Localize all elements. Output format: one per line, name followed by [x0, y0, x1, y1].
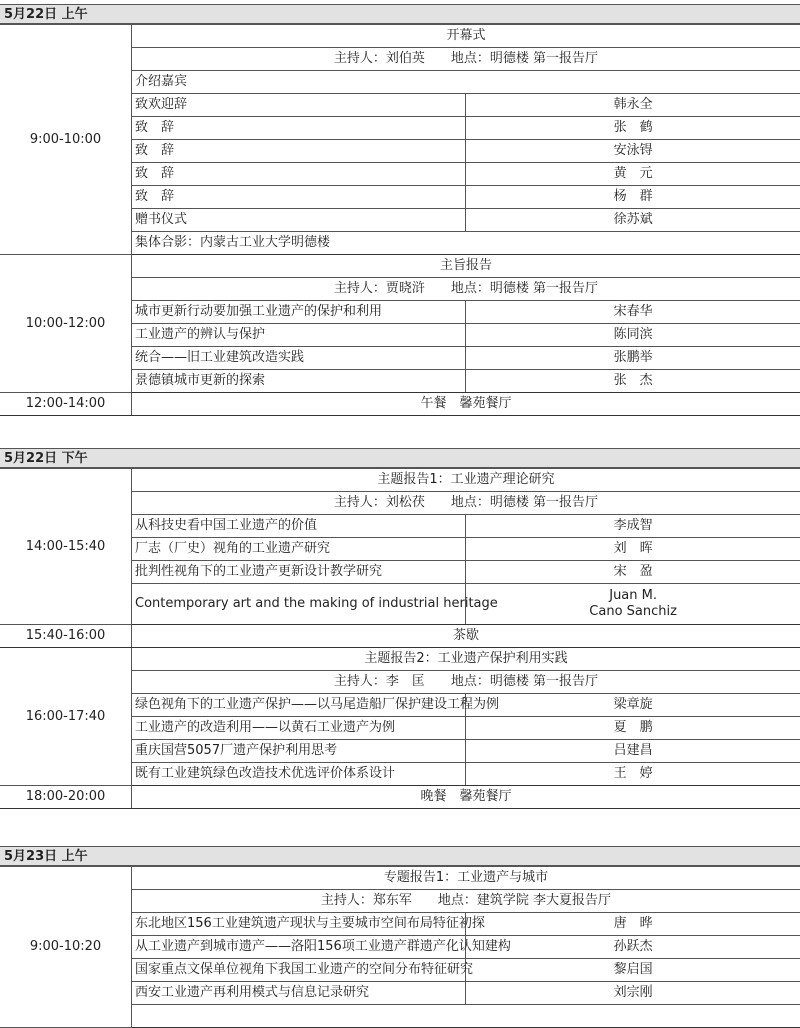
- speaker-name: 徐苏斌: [469, 210, 797, 230]
- talk-speaker: [466, 515, 800, 538]
- session-time: 10:00-12:00: [0, 255, 132, 393]
- break-row: [0, 786, 800, 809]
- day-header: 5月23日 上午: [0, 846, 800, 866]
- talk-title: 致 辞: [132, 163, 466, 186]
- talk-speaker: [466, 370, 800, 393]
- session-title-row: [0, 867, 800, 890]
- talk-title: 批判性视角下的工业遗产更新设计教学研究: [132, 561, 466, 584]
- talk-speaker: [466, 186, 800, 209]
- speaker-name: 张 杰: [469, 371, 797, 391]
- break-row: [0, 625, 800, 648]
- talk-title: 绿色视角下的工业遗产保护——以马尾造船厂保护建设工程为例: [132, 694, 466, 717]
- session-time: 18:00-20:00: [0, 786, 132, 809]
- talk-speaker: [466, 740, 800, 763]
- talk-speaker: [466, 959, 800, 982]
- speaker-name: 杨 群: [469, 187, 797, 207]
- speaker-name: 陈同滨: [469, 325, 797, 345]
- schedule-block-0: [0, 4, 800, 416]
- talk-title: 工业遗产的辨认与保护: [132, 324, 466, 347]
- talk-speaker: [466, 584, 800, 625]
- session-host: 主持人：郑东军 地点：建筑学院 李大夏报告厅: [132, 890, 800, 913]
- talk-title: 从科技史看中国工业遗产的价值: [132, 515, 466, 538]
- speaker-name: 张鹏举: [469, 348, 797, 368]
- talk-speaker: [466, 717, 800, 740]
- session-time: 9:00-10:00: [0, 25, 132, 255]
- speaker-name: 吕建昌: [469, 741, 797, 761]
- talk-title: 从工业遗产到城市遗产——洛阳156项工业遗产群遗产化认知建构: [132, 936, 466, 959]
- talk-speaker: [466, 347, 800, 370]
- speaker-name: 夏 鹏: [469, 718, 797, 738]
- speaker-name: 黎启国: [469, 960, 797, 980]
- talk-title: 介绍嘉宾: [132, 71, 800, 94]
- break-label: 午餐 馨苑餐厅: [132, 393, 800, 416]
- session-host: 主持人：刘伯英 地点：明德楼 第一报告厅: [132, 48, 800, 71]
- speaker-name: 刘宗刚: [469, 983, 797, 1003]
- talk-title: 集体合影：内蒙古工业大学明德楼: [132, 232, 800, 255]
- talk-title: 重庆国营5057厂遗产保护利用思考: [132, 740, 466, 763]
- talk-title: 西安工业遗产再利用模式与信息记录研究: [132, 982, 466, 1005]
- talk-speaker: [466, 301, 800, 324]
- session-title: 主题报告2：工业遗产保护利用实践: [132, 648, 800, 671]
- session-time: 9:00-10:20: [0, 867, 132, 1028]
- talk-speaker: [466, 117, 800, 140]
- talk-speaker: [466, 561, 800, 584]
- session-title-row: [0, 255, 800, 278]
- talk-speaker: [466, 982, 800, 1005]
- session-title-row: [0, 648, 800, 671]
- session-title: 开幕式: [132, 25, 800, 48]
- talk-speaker: [466, 538, 800, 561]
- talk-title: [132, 1005, 800, 1028]
- talk-speaker: [466, 324, 800, 347]
- speaker-name: 梁章旋: [469, 695, 797, 715]
- speaker-name: 黄 元: [469, 164, 797, 184]
- break-label: 晚餐 馨苑餐厅: [132, 786, 800, 809]
- talk-title: 致欢迎辞: [132, 94, 466, 117]
- speaker-name-line2: Cano Sanchiz: [469, 604, 797, 620]
- talk-title: 城市更新行动要加强工业遗产的保护和利用: [132, 301, 466, 324]
- talk-speaker: [466, 163, 800, 186]
- session-title: 主题报告1：工业遗产理论研究: [132, 469, 800, 492]
- speaker-name: 刘 晖: [469, 539, 797, 559]
- session-host: 主持人：刘松茯 地点：明德楼 第一报告厅: [132, 492, 800, 515]
- session-time: 14:00-15:40: [0, 469, 132, 625]
- schedule-table: [0, 468, 800, 809]
- session-title: 专题报告1：工业遗产与城市: [132, 867, 800, 890]
- session-time: 16:00-17:40: [0, 648, 132, 786]
- talk-speaker: [466, 694, 800, 717]
- talk-title: 致 辞: [132, 117, 466, 140]
- schedule-block-1: [0, 448, 800, 809]
- session-title: 主旨报告: [132, 255, 800, 278]
- talk-title: 景德镇城市更新的探索: [132, 370, 466, 393]
- talk-speaker: [466, 140, 800, 163]
- talk-title: 统合——旧工业建筑改造实践: [132, 347, 466, 370]
- talk-title: 工业遗产的改造利用——以黄石工业遗产为例: [132, 717, 466, 740]
- talk-speaker: [466, 209, 800, 232]
- break-label: 茶歇: [132, 625, 800, 648]
- talk-speaker: [466, 913, 800, 936]
- session-time: 15:40-16:00: [0, 625, 132, 648]
- schedule-table: [0, 866, 800, 1028]
- day-header: 5月22日 下午: [0, 448, 800, 468]
- session-title-row: [0, 25, 800, 48]
- talk-speaker: [466, 936, 800, 959]
- speaker-name: Juan M.: [469, 588, 797, 604]
- break-row: [0, 393, 800, 416]
- speaker-name: 安泳锝: [469, 141, 797, 161]
- session-host: 主持人：贾晓浒 地点：明德楼 第一报告厅: [132, 278, 800, 301]
- talk-title: 致 辞: [132, 140, 466, 163]
- talk-speaker: [466, 94, 800, 117]
- talk-title: 致 辞: [132, 186, 466, 209]
- schedule-block-2: [0, 846, 800, 1028]
- talk-title: 赠书仪式: [132, 209, 466, 232]
- talk-title: 东北地区156工业建筑遗产现状与主要城市空间布局特征初探: [132, 913, 466, 936]
- talk-title: 既有工业建筑绿色改造技术优选评价体系设计: [132, 763, 466, 786]
- talk-speaker: [466, 763, 800, 786]
- talk-title: 厂志（厂史）视角的工业遗产研究: [132, 538, 466, 561]
- session-title-row: [0, 469, 800, 492]
- talk-title: Contemporary art and the making of industrial heritage: [132, 584, 466, 625]
- talk-title: 国家重点文保单位视角下我国工业遗产的空间分布特征研究: [132, 959, 466, 982]
- day-header: 5月22日 上午: [0, 4, 800, 24]
- speaker-name: 唐 晔: [469, 914, 797, 934]
- speaker-name: 张 鹤: [469, 118, 797, 138]
- session-host: 主持人：李 匡 地点：明德楼 第一报告厅: [132, 671, 800, 694]
- speaker-name: 宋 盈: [469, 562, 797, 582]
- speaker-name: 孙跃杰: [469, 937, 797, 957]
- speaker-name: 李成智: [469, 516, 797, 536]
- speaker-name: 宋春华: [469, 302, 797, 322]
- session-time: 12:00-14:00: [0, 393, 132, 416]
- schedule-table: [0, 24, 800, 416]
- speaker-name: 王 婷: [469, 764, 797, 784]
- speaker-name: 韩永全: [469, 95, 797, 115]
